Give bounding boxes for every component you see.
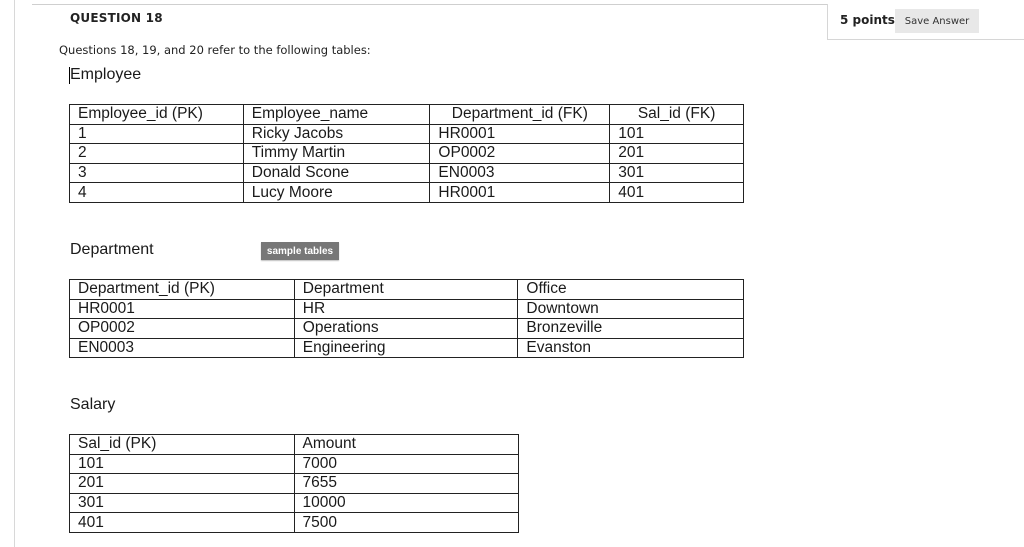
- save-answer-button[interactable]: Save Answer: [895, 9, 979, 33]
- table-cell: Operations: [294, 319, 518, 339]
- table-cell: 101: [70, 454, 295, 474]
- table-row: [70, 144, 744, 164]
- salary-heading: Salary: [70, 396, 116, 413]
- table-cell: 4: [70, 183, 244, 203]
- table-cell: 201: [70, 474, 295, 494]
- table-cell: 201: [610, 144, 744, 164]
- table-cell: 401: [610, 183, 744, 203]
- table-cell: Lucy Moore: [243, 183, 430, 203]
- table-row: [70, 183, 744, 203]
- employee-table: [69, 104, 744, 203]
- header-cell: Employee_id (PK): [70, 105, 244, 125]
- table-cell: 3: [70, 163, 244, 183]
- left-border: [14, 0, 15, 547]
- question-prompt: Questions 18, 19, and 20 refer to the following tables:: [59, 43, 371, 57]
- question-title: QUESTION 18: [70, 11, 163, 25]
- table-row: [70, 338, 744, 358]
- table-cell: HR0001: [430, 183, 610, 203]
- table-cell: OP0002: [430, 144, 610, 164]
- table-cell: 1: [70, 124, 244, 144]
- table-cell: Ricky Jacobs: [243, 124, 430, 144]
- table-cell: HR0001: [430, 124, 610, 144]
- department-heading: Department: [70, 241, 154, 258]
- header-cell: Department: [294, 280, 518, 300]
- table-cell: 7655: [294, 474, 518, 494]
- table-row: [70, 454, 519, 474]
- table-cell: HR0001: [70, 299, 295, 319]
- table-row: [70, 124, 744, 144]
- table-cell: HR: [294, 299, 518, 319]
- table-header-row: [70, 105, 744, 125]
- table-cell: EN0003: [70, 338, 295, 358]
- table-row: [70, 513, 519, 533]
- table-row: [70, 299, 744, 319]
- header-cell: Office: [518, 280, 744, 300]
- table-cell: Bronzeville: [518, 319, 744, 339]
- table-cell: OP0002: [70, 319, 295, 339]
- table-header-row: [70, 280, 744, 300]
- points-label: 5 points: [840, 13, 895, 27]
- table-row: [70, 493, 519, 513]
- table-row: [70, 319, 744, 339]
- header-cell: Sal_id (FK): [610, 105, 744, 125]
- table-header-row: [70, 435, 519, 455]
- table-cell: 301: [70, 493, 295, 513]
- table-cell: 301: [610, 163, 744, 183]
- salary-table: [69, 434, 519, 533]
- header-cell: Amount: [294, 435, 518, 455]
- sample-tables-tag: sample tables: [261, 242, 339, 260]
- department-table: [69, 279, 744, 358]
- header-cell: Sal_id (PK): [70, 435, 295, 455]
- table-cell: Evanston: [518, 338, 744, 358]
- table-row: [70, 474, 519, 494]
- header-cell: Department_id (PK): [70, 280, 295, 300]
- table-cell: 10000: [294, 493, 518, 513]
- table-cell: Downtown: [518, 299, 744, 319]
- table-cell: Timmy Martin: [243, 144, 430, 164]
- table-row: [70, 163, 744, 183]
- table-cell: 7000: [294, 454, 518, 474]
- table-cell: 7500: [294, 513, 518, 533]
- header-cell: Department_id (FK): [430, 105, 610, 125]
- header-cell: Employee_name: [243, 105, 430, 125]
- table-cell: EN0003: [430, 163, 610, 183]
- table-cell: 2: [70, 144, 244, 164]
- table-cell: Engineering: [294, 338, 518, 358]
- table-cell: 101: [610, 124, 744, 144]
- table-cell: 401: [70, 513, 295, 533]
- table-cell: Donald Scone: [243, 163, 430, 183]
- employee-heading: Employee: [70, 66, 142, 83]
